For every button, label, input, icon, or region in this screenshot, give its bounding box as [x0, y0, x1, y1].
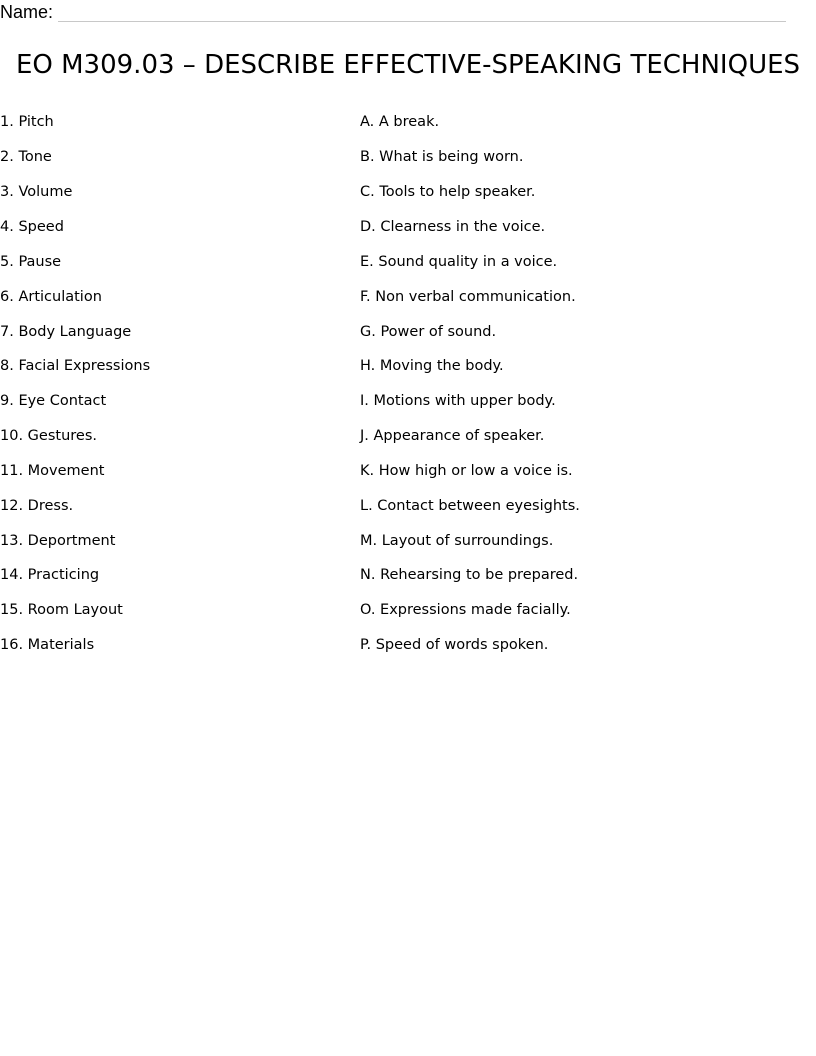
definition-item: C. Tools to help speaker.: [360, 184, 536, 200]
definition-item: N. Rehearsing to be prepared.: [360, 567, 579, 583]
definition-item: A. A break.: [360, 114, 440, 130]
term-item: 14. Practicing: [0, 567, 100, 583]
definition-item: F. Non verbal communication.: [360, 289, 576, 305]
term-item: 10. Gestures.: [0, 428, 97, 444]
name-label: Name:: [0, 2, 54, 22]
definition-item: I. Motions with upper body.: [360, 393, 556, 409]
definition-item: M. Layout of surroundings.: [360, 533, 554, 549]
term-item: 9. Eye Contact: [0, 393, 107, 409]
term-item: 16. Materials: [0, 637, 95, 653]
term-item: 3. Volume: [0, 184, 73, 200]
term-item: 15. Room Layout: [0, 602, 123, 618]
term-item: 2. Tone: [0, 149, 52, 165]
definition-item: D. Clearness in the voice.: [360, 219, 546, 235]
definition-item: P. Speed of words spoken.: [360, 637, 549, 653]
definition-item: K. How high or low a voice is.: [360, 463, 573, 479]
definition-item: H. Moving the body.: [360, 358, 504, 374]
term-item: 13. Deportment: [0, 533, 116, 549]
definition-item: L. Contact between eyesights.: [360, 498, 580, 514]
definition-item: E. Sound quality in a voice.: [360, 254, 558, 270]
term-item: 6. Articulation: [0, 289, 102, 305]
term-item: 7. Body Language: [0, 324, 132, 340]
name-field-row: [0, 0, 786, 22]
definition-item: B. What is being worn.: [360, 149, 524, 165]
name-entry-line[interactable]: [58, 5, 786, 22]
term-item: 5. Pause: [0, 254, 62, 270]
term-item: 12. Dress.: [0, 498, 74, 514]
term-item: 4. Speed: [0, 219, 64, 235]
worksheet-title: EO M309.03 – DESCRIBE EFFECTIVE-SPEAKING TECHNIQUES: [15, 50, 801, 80]
term-item: 8. Facial Expressions: [0, 358, 151, 374]
definition-item: O. Expressions made facially.: [360, 602, 571, 618]
definition-item: J. Appearance of speaker.: [360, 428, 545, 444]
term-item: 11. Movement: [0, 463, 105, 479]
term-item: 1. Pitch: [0, 114, 54, 130]
definition-item: G. Power of sound.: [360, 324, 497, 340]
